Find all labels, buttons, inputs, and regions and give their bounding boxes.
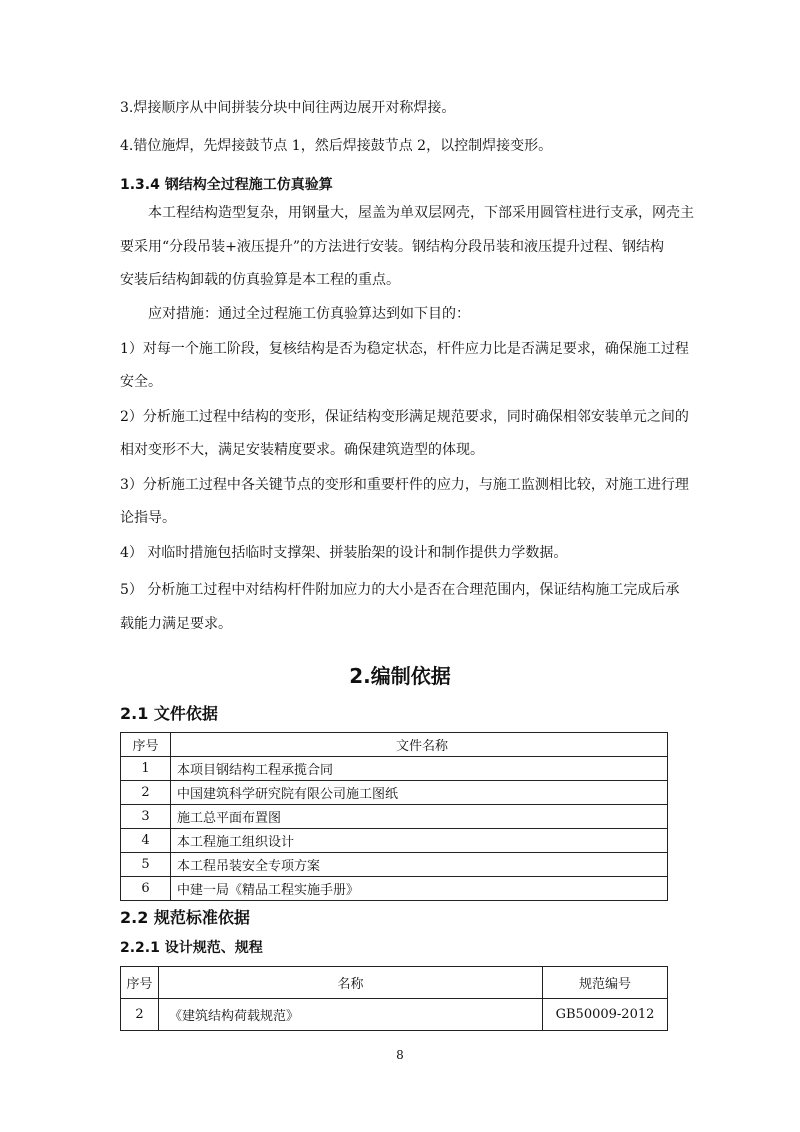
cell-index: 5: [121, 853, 171, 877]
section-heading-2-2: 2.2 规范标准依据: [120, 908, 250, 927]
cell-index: 2: [121, 999, 159, 1031]
design-code-table: [120, 966, 668, 1031]
list-item-line: 相对变形不大，满足安装精度要求。确保建筑造型的体现。: [120, 442, 484, 458]
table-header-row: [121, 733, 668, 757]
section-heading-2-1: 2.1 文件依据: [120, 704, 218, 723]
list-item-line: 安全。: [120, 374, 162, 390]
table-row: [121, 999, 668, 1031]
page-number: 8: [396, 1048, 404, 1062]
cell-file-name: 中建一局《精品工程实施手册》: [171, 877, 668, 901]
header-name: 名称: [159, 967, 543, 999]
cell-file-name: 施工总平面布置图: [171, 805, 668, 829]
table-row: [121, 877, 668, 901]
table-row: [121, 829, 668, 853]
list-item-line: 1）对每一个施工阶段，复核结构是否为稳定状态，杆件应力比是否满足要求，确保施工过程: [120, 341, 689, 357]
cell-index: 1: [121, 757, 171, 781]
cell-index: 6: [121, 877, 171, 901]
header-index: 序号: [121, 967, 159, 999]
text-line: 3.焊接顺序从中间拼装分块中间往两边展开对称焊接。: [120, 100, 456, 116]
table-row: [121, 781, 668, 805]
section-heading-2-2-1: 2.2.1 设计规范、规程: [120, 940, 263, 956]
cell-file-name: 本工程吊装安全专项方案: [171, 853, 668, 877]
section-heading-1-3-4: 1.3.4 钢结构全过程施工仿真验算: [120, 177, 333, 193]
cell-code-number: GB50009-2012: [543, 999, 668, 1031]
paragraph-line: 本工程结构造型复杂，用钢量大，屋盖为单双层网壳，下部采用圆管柱进行支承，网壳主: [148, 205, 694, 221]
list-item-line: 3）分析施工过程中各关键节点的变形和重要杆件的应力，与施工监测相比较，对施工进行理: [120, 477, 689, 493]
header-file-name: 文件名称: [171, 733, 668, 757]
list-item-line: 论指导。: [120, 510, 176, 526]
list-item-line: 4） 对临时措施包括临时支撑架、拼装胎架的设计和制作提供力学数据。: [120, 545, 568, 561]
table-row: [121, 757, 668, 781]
table-row: [121, 853, 668, 877]
cell-index: 4: [121, 829, 171, 853]
chapter-title: 2.编制依据: [349, 664, 451, 688]
list-item-line: 载能力满足要求。: [120, 616, 232, 632]
cell-file-name: 中国建筑科学研究院有限公司施工图纸: [171, 781, 668, 805]
text-line: 4.错位施焊，先焊接鼓节点 1，然后焊接鼓节点 2，以控制焊接变形。: [120, 138, 553, 154]
cell-index: 3: [121, 805, 171, 829]
paragraph-line: 安装后结构卸载的仿真验算是本工程的重点。: [120, 272, 400, 288]
header-code-number: 规范编号: [543, 967, 668, 999]
paragraph-line: 要采用“分段吊装+液压提升”的方法进行安装。钢结构分段吊装和液压提升过程、钢结构: [120, 239, 665, 255]
document-basis-table: [120, 732, 668, 901]
table-row: [121, 805, 668, 829]
cell-file-name: 本项目钢结构工程承揽合同: [171, 757, 668, 781]
table-header-row: [121, 967, 668, 999]
list-item-line: 5） 分析施工过程中对结构杆件附加应力的大小是否在合理范围内，保证结构施工完成后承: [120, 582, 680, 598]
cell-name: 《建筑结构荷载规范》: [159, 999, 543, 1031]
list-item-line: 2）分析施工过程中结构的变形，保证结构变形满足规范要求，同时确保相邻安装单元之间的: [120, 409, 689, 425]
header-index: 序号: [121, 733, 171, 757]
cell-index: 2: [121, 781, 171, 805]
paragraph-line: 应对措施：通过全过程施工仿真验算达到如下目的：: [148, 306, 470, 322]
cell-file-name: 本工程施工组织设计: [171, 829, 668, 853]
